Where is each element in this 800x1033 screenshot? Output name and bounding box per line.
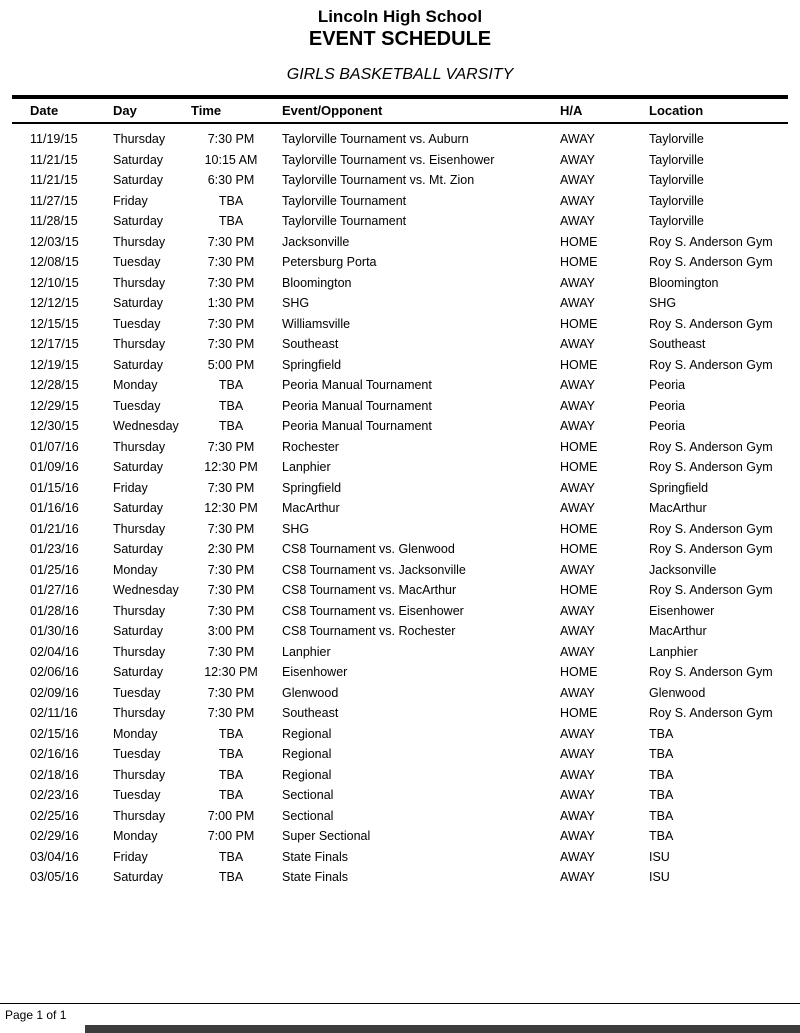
table-cell: Peoria [649, 378, 686, 393]
table-cell: HOME [560, 521, 598, 536]
table-row [12, 252, 788, 273]
table-cell: Thursday [113, 767, 166, 782]
table-cell: TBA [218, 398, 244, 413]
table-row [12, 211, 788, 232]
table-cell: 7:30 PM [207, 521, 255, 536]
table-cell: AWAY [560, 685, 595, 700]
team-title: GIRLS BASKETBALL VARSITY [286, 66, 514, 83]
table-cell: TBA [218, 870, 244, 885]
page-number: Page 1 of 1 [5, 1008, 67, 1022]
table-row [12, 334, 788, 355]
table-cell: 01/27/16 [30, 583, 79, 598]
table-cell: 12/15/15 [30, 316, 79, 331]
table-cell: AWAY [560, 747, 595, 762]
table-header [12, 97, 788, 123]
table-cell: TBA [649, 829, 674, 844]
table-cell: AWAY [560, 296, 595, 311]
table-cell: 5:00 PM [207, 357, 255, 372]
table-cell: 01/21/16 [30, 521, 79, 536]
table-cell: 01/25/16 [30, 562, 79, 577]
table-cell: TBA [218, 767, 244, 782]
table-cell: Taylorville Tournament vs. Auburn [282, 132, 469, 147]
table-row [12, 191, 788, 212]
table-cell: Saturday [113, 460, 164, 475]
table-cell: 7:30 PM [207, 439, 255, 454]
table-cell: 11/19/15 [30, 132, 78, 147]
table-cell: 01/28/16 [30, 603, 79, 618]
table-cell: Tuesday [113, 316, 161, 331]
table-cell: Thursday [113, 132, 166, 147]
table-cell: Springfield [282, 480, 342, 495]
table-cell: TBA [649, 747, 674, 762]
table-cell: Friday [113, 849, 148, 864]
table-cell: 7:30 PM [207, 685, 255, 700]
table-cell: 12:30 PM [204, 501, 258, 516]
table-cell: Wednesday [113, 419, 179, 434]
table-cell: 12/12/15 [30, 296, 79, 311]
table-cell: Saturday [113, 624, 164, 639]
table-cell: MacArthur [649, 501, 707, 516]
table-row [12, 785, 788, 806]
table-cell: AWAY [560, 275, 595, 290]
table-cell: TBA [218, 214, 244, 229]
table-cell: Tuesday [113, 788, 161, 803]
table-cell: Taylorville [649, 214, 704, 229]
table-cell: Roy S. Anderson Gym [649, 583, 773, 598]
table-cell: 7:30 PM [207, 234, 255, 249]
table-cell: Sectional [282, 808, 334, 823]
table-body [12, 123, 788, 888]
column-header-location: Location [649, 103, 704, 118]
table-row [12, 826, 788, 847]
table-cell: Monday [113, 829, 158, 844]
table-row [12, 765, 788, 786]
school-title: Lincoln High School [317, 7, 483, 26]
table-cell: Taylorville Tournament vs. Eisenhower [282, 152, 495, 167]
table-cell: AWAY [560, 562, 595, 577]
table-row [12, 129, 788, 150]
table-row [12, 601, 788, 622]
table-cell: 12:30 PM [204, 460, 258, 475]
table-row [12, 580, 788, 601]
table-cell: AWAY [560, 603, 595, 618]
table-cell: CS8 Tournament vs. MacArthur [282, 583, 457, 598]
table-cell: CS8 Tournament vs. Jacksonville [282, 562, 466, 577]
table-cell: Glenwood [282, 685, 339, 700]
table-cell: Super Sectional [282, 829, 371, 844]
table-row [12, 744, 788, 765]
table-cell: Peoria Manual Tournament [282, 378, 432, 393]
table-row [12, 662, 788, 683]
table-cell: Jacksonville [282, 234, 350, 249]
table-cell: 7:00 PM [207, 829, 255, 844]
table-cell: Thursday [113, 521, 166, 536]
table-cell: 12/03/15 [30, 234, 79, 249]
table-cell: AWAY [560, 829, 595, 844]
table-cell: Lanphier [282, 644, 331, 659]
table-cell: Saturday [113, 665, 164, 680]
table-row [12, 498, 788, 519]
table-row [12, 806, 788, 827]
table-cell: State Finals [282, 870, 349, 885]
table-row [12, 847, 788, 868]
column-header-h-a: H/A [560, 103, 583, 118]
table-cell: 02/11/16 [30, 706, 78, 721]
table-cell: Peoria Manual Tournament [282, 419, 432, 434]
table-cell: 01/30/16 [30, 624, 79, 639]
table-row [12, 170, 788, 191]
table-cell: Peoria [649, 419, 686, 434]
table-cell: 12:30 PM [204, 665, 258, 680]
table-cell: Regional [282, 726, 332, 741]
table-cell: 12/17/15 [30, 337, 79, 352]
table-cell: 11/21/15 [30, 173, 78, 188]
table-cell: HOME [560, 583, 598, 598]
table-cell: Thursday [113, 603, 166, 618]
table-cell: MacArthur [649, 624, 707, 639]
table-row [12, 396, 788, 417]
table-cell: 02/25/16 [30, 808, 79, 823]
table-cell: Peoria Manual Tournament [282, 398, 432, 413]
table-cell: AWAY [560, 501, 595, 516]
table-cell: HOME [560, 542, 598, 557]
table-cell: AWAY [560, 132, 595, 147]
table-cell: Springfield [282, 357, 342, 372]
table-cell: 7:30 PM [207, 316, 255, 331]
table-cell: AWAY [560, 644, 595, 659]
table-cell: 7:30 PM [207, 644, 255, 659]
table-cell: Taylorville Tournament [282, 214, 407, 229]
table-row [12, 539, 788, 560]
table-cell: HOME [560, 357, 598, 372]
table-cell: AWAY [560, 378, 595, 393]
table-cell: 03/05/16 [30, 870, 79, 885]
table-cell: Regional [282, 767, 332, 782]
table-row [12, 273, 788, 294]
table-cell: AWAY [560, 337, 595, 352]
table-cell: Saturday [113, 357, 164, 372]
table-cell: Bloomington [649, 275, 719, 290]
table-cell: Bloomington [282, 275, 352, 290]
column-header-day: Day [113, 103, 137, 118]
table-cell: TBA [218, 193, 244, 208]
table-cell: Rochester [282, 439, 339, 454]
table-cell: 01/23/16 [30, 542, 79, 557]
table-cell: HOME [560, 255, 598, 270]
table-cell: 02/16/16 [30, 747, 79, 762]
table-cell: Saturday [113, 542, 164, 557]
table-cell: Eisenhower [649, 603, 715, 618]
table-cell: CS8 Tournament vs. Rochester [282, 624, 456, 639]
table-cell: Glenwood [649, 685, 706, 700]
table-cell: State Finals [282, 849, 349, 864]
table-cell: Roy S. Anderson Gym [649, 542, 773, 557]
table-cell: Taylorville Tournament vs. Mt. Zion [282, 173, 475, 188]
table-cell: Southeast [282, 706, 339, 721]
table-cell: Taylorville Tournament [282, 193, 407, 208]
table-cell: AWAY [560, 726, 595, 741]
table-cell: Sectional [282, 788, 334, 803]
table-cell: Thursday [113, 808, 166, 823]
table-row [12, 621, 788, 642]
table-cell: Roy S. Anderson Gym [649, 316, 773, 331]
table-cell: Taylorville [649, 173, 704, 188]
table-cell: HOME [560, 316, 598, 331]
table-cell: TBA [218, 726, 244, 741]
bottom-edge-bar [85, 1025, 800, 1033]
table-cell: Roy S. Anderson Gym [649, 255, 773, 270]
table-cell: 01/09/16 [30, 460, 79, 475]
table-cell: 02/23/16 [30, 788, 79, 803]
table-cell: Saturday [113, 214, 164, 229]
table-header-row [12, 97, 788, 123]
table-cell: Springfield [649, 480, 709, 495]
column-header-time: Time [191, 103, 222, 118]
table-cell: 6:30 PM [207, 173, 255, 188]
table-cell: Lanphier [282, 460, 331, 475]
table-cell: Monday [113, 562, 158, 577]
table-cell: Saturday [113, 173, 164, 188]
table-cell: 02/29/16 [30, 829, 79, 844]
table-cell: AWAY [560, 419, 595, 434]
table-cell: HOME [560, 665, 598, 680]
table-cell: ISU [649, 870, 670, 885]
table-cell: Tuesday [113, 398, 161, 413]
table-cell: Monday [113, 726, 158, 741]
table-cell: TBA [649, 808, 674, 823]
page-header [0, 0, 800, 85]
table-row [12, 375, 788, 396]
table-cell: Saturday [113, 501, 164, 516]
table-row [12, 355, 788, 376]
table-cell: TBA [649, 726, 674, 741]
table-cell: AWAY [560, 624, 595, 639]
table-cell: Thursday [113, 644, 166, 659]
table-cell: Regional [282, 747, 332, 762]
table-cell: TBA [649, 767, 674, 782]
table-cell: 2:30 PM [207, 542, 255, 557]
schedule-table [12, 95, 788, 888]
table-cell: 7:30 PM [207, 480, 255, 495]
table-cell: CS8 Tournament vs. Eisenhower [282, 603, 464, 618]
table-cell: Petersburg Porta [282, 255, 377, 270]
table-row [12, 867, 788, 888]
table-cell: AWAY [560, 767, 595, 782]
table-cell: 7:30 PM [207, 255, 255, 270]
table-cell: 7:30 PM [207, 132, 255, 147]
table-row [12, 293, 788, 314]
table-cell: AWAY [560, 788, 595, 803]
table-cell: Friday [113, 480, 148, 495]
table-cell: TBA [218, 747, 244, 762]
table-cell: 7:30 PM [207, 562, 255, 577]
table-cell: SHG [282, 296, 310, 311]
table-cell: AWAY [560, 214, 595, 229]
table-cell: Saturday [113, 296, 164, 311]
table-cell: Saturday [113, 152, 164, 167]
table-cell: 7:30 PM [207, 337, 255, 352]
table-cell: Roy S. Anderson Gym [649, 357, 773, 372]
table-row [12, 314, 788, 335]
table-cell: Monday [113, 378, 158, 393]
table-cell: Saturday [113, 870, 164, 885]
table-cell: 03/04/16 [30, 849, 79, 864]
table-row [12, 642, 788, 663]
table-cell: TBA [218, 419, 244, 434]
table-cell: 7:00 PM [207, 808, 255, 823]
table-cell: 11/21/15 [30, 152, 78, 167]
table-cell: 12/08/15 [30, 255, 79, 270]
table-cell: 02/18/16 [30, 767, 79, 782]
table-cell: 7:30 PM [207, 603, 255, 618]
table-cell: 12/29/15 [30, 398, 79, 413]
table-cell: 12/30/15 [30, 419, 79, 434]
table-cell: TBA [649, 788, 674, 803]
table-cell: Taylorville [649, 152, 704, 167]
table-row [12, 437, 788, 458]
table-cell: Roy S. Anderson Gym [649, 706, 773, 721]
table-cell: SHG [649, 296, 677, 311]
table-cell: AWAY [560, 808, 595, 823]
table-cell: AWAY [560, 870, 595, 885]
table-cell: AWAY [560, 849, 595, 864]
table-cell: AWAY [560, 152, 595, 167]
table-cell: 11/27/15 [30, 193, 78, 208]
table-cell: HOME [560, 439, 598, 454]
table-cell: Eisenhower [282, 665, 348, 680]
column-header-event-opponent: Event/Opponent [282, 103, 383, 118]
table-cell: 1:30 PM [207, 296, 255, 311]
table-cell: Tuesday [113, 255, 161, 270]
table-row [12, 416, 788, 437]
table-cell: 12/19/15 [30, 357, 79, 372]
table-row [12, 478, 788, 499]
table-cell: 12/28/15 [30, 378, 79, 393]
page-footer [0, 1003, 800, 1022]
table-cell: Peoria [649, 398, 686, 413]
table-cell: Wednesday [113, 583, 179, 598]
table-cell: Thursday [113, 275, 166, 290]
table-cell: 02/06/16 [30, 665, 79, 680]
table-row [12, 703, 788, 724]
table-row [12, 560, 788, 581]
table-cell: CS8 Tournament vs. Glenwood [282, 542, 455, 557]
table-cell: AWAY [560, 173, 595, 188]
table-cell: Southeast [282, 337, 339, 352]
table-row [12, 232, 788, 253]
table-cell: Taylorville [649, 132, 704, 147]
table-cell: 10:15 AM [204, 152, 258, 167]
table-cell: HOME [560, 234, 598, 249]
table-cell: Roy S. Anderson Gym [649, 234, 773, 249]
table-cell: 11/28/15 [30, 214, 78, 229]
table-cell: Roy S. Anderson Gym [649, 439, 773, 454]
table-row [12, 150, 788, 171]
table-cell: AWAY [560, 480, 595, 495]
table-cell: Tuesday [113, 685, 161, 700]
table-cell: 12/10/15 [30, 275, 79, 290]
table-cell: Thursday [113, 706, 166, 721]
table-cell: Roy S. Anderson Gym [649, 665, 773, 680]
table-cell: 02/09/16 [30, 685, 79, 700]
table-row [12, 519, 788, 540]
table-cell: Southeast [649, 337, 706, 352]
table-cell: 02/04/16 [30, 644, 79, 659]
table-cell: HOME [560, 460, 598, 475]
table-cell: 01/07/16 [30, 439, 79, 454]
table-cell: 02/15/16 [30, 726, 79, 741]
table-cell: Thursday [113, 337, 166, 352]
table-cell: Thursday [113, 234, 166, 249]
table-cell: TBA [218, 849, 244, 864]
table-cell: HOME [560, 706, 598, 721]
table-cell: 7:30 PM [207, 275, 255, 290]
table-cell: TBA [218, 378, 244, 393]
table-cell: AWAY [560, 193, 595, 208]
table-cell: AWAY [560, 398, 595, 413]
table-cell: SHG [282, 521, 310, 536]
table-cell: 7:30 PM [207, 706, 255, 721]
table-cell: 3:00 PM [207, 624, 255, 639]
table-cell: Roy S. Anderson Gym [649, 521, 773, 536]
table-cell: TBA [218, 788, 244, 803]
table-cell: Thursday [113, 439, 166, 454]
table-row [12, 683, 788, 704]
table-cell: 01/16/16 [30, 501, 79, 516]
table-cell: ISU [649, 849, 670, 864]
column-header-date: Date [30, 103, 59, 118]
table-cell: Jacksonville [649, 562, 717, 577]
table-cell: Williamsville [282, 316, 351, 331]
table-cell: Friday [113, 193, 148, 208]
event-schedule-title: EVENT SCHEDULE [308, 28, 492, 50]
table-row [12, 724, 788, 745]
table-row [12, 457, 788, 478]
table-cell: 01/15/16 [30, 480, 79, 495]
table-cell: MacArthur [282, 501, 340, 516]
table-cell: Tuesday [113, 747, 161, 762]
table-cell: Taylorville [649, 193, 704, 208]
table-cell: Lanphier [649, 644, 698, 659]
table-cell: Roy S. Anderson Gym [649, 460, 773, 475]
table-cell: 7:30 PM [207, 583, 255, 598]
